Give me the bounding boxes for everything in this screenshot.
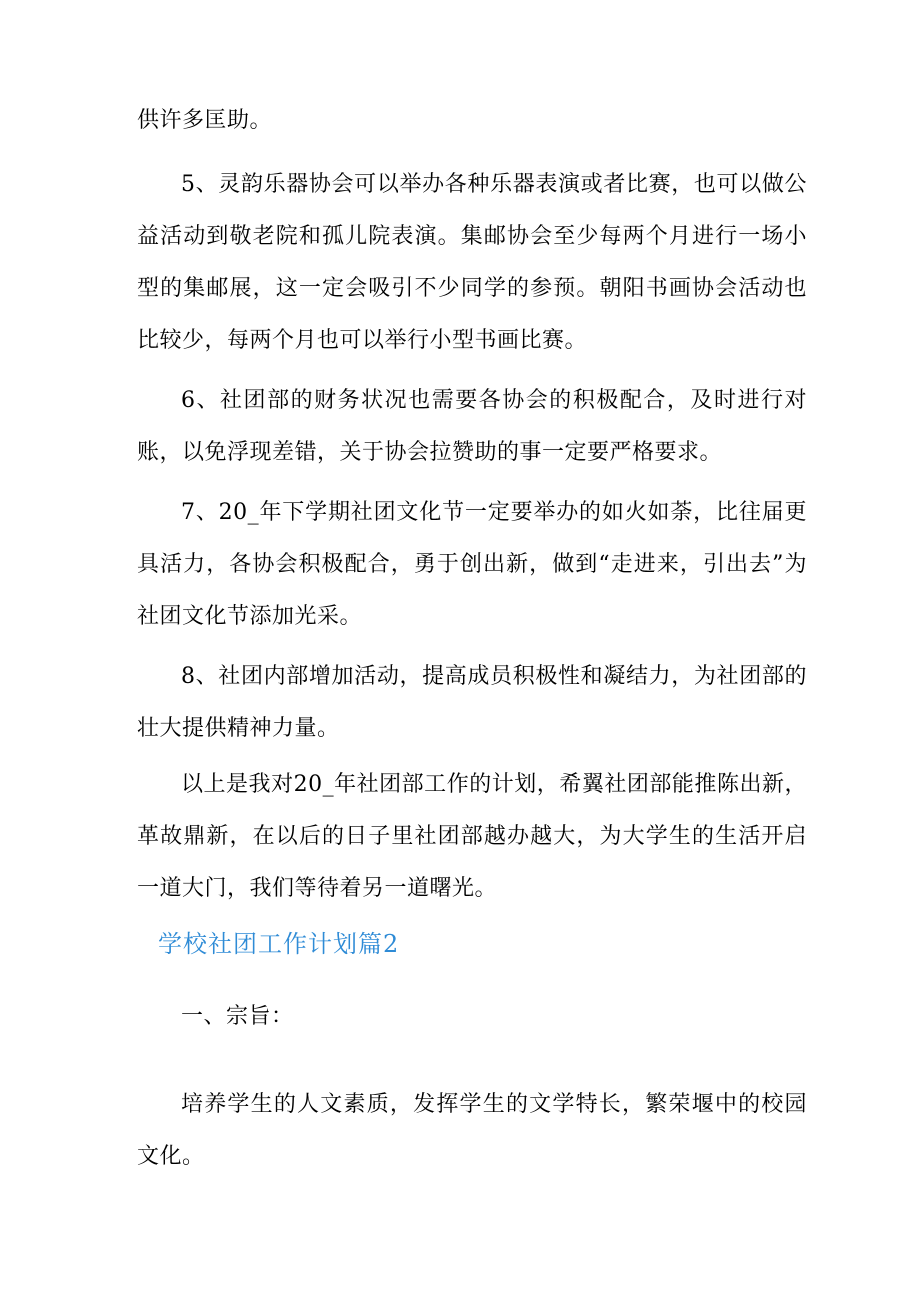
subsection-title-purpose: 一、宗旨： — [181, 1004, 294, 1029]
section-heading: 学校社团工作计划篇2 — [158, 930, 400, 958]
paragraph-purpose: 培养学生的人文素质，发挥学生的文学特长，繁荣堰中的校园文化。 — [137, 1092, 807, 1169]
paragraph-continuation: 供许多匡助。 — [137, 108, 273, 133]
paragraph-item-7: 7、20_年下学期社团文化节一定要举办的如火如荼，比往届更具活力，各协会积极配合，勇于创出新，做到“走进来，引出去”为社团文化节添加光采。 — [137, 500, 807, 629]
paragraph-item-6: 6、社团部的财务状况也需要各协会的积极配合，及时进行对账，以免浮现差错，关于协会拉赞助的事一定要严格要求。 — [137, 388, 807, 465]
paragraph-item-8: 8、社团内部增加活动，提高成员积极性和凝结力，为社团部的壮大提供精神力量。 — [137, 664, 807, 741]
paragraph-summary: 以上是我对20_年社团部工作的计划，希翼社团部能推陈出新，革故鼎新，在以后的日子里社团部越办越大，为大学生的生活开启一道大门，我们等待着另一道曙光。 — [137, 772, 807, 901]
paragraph-item-5: 5、灵韵乐器协会可以举办各种乐器表演或者比赛，也可以做公益活动到敬老院和孤儿院表演。集邮协会至少每两个月进行一场小型的集邮展，这一定会吸引不少同学的参预。朝阳书画协会活动也比较少，每两个月也可以举行小型书画比赛。 — [137, 172, 807, 353]
